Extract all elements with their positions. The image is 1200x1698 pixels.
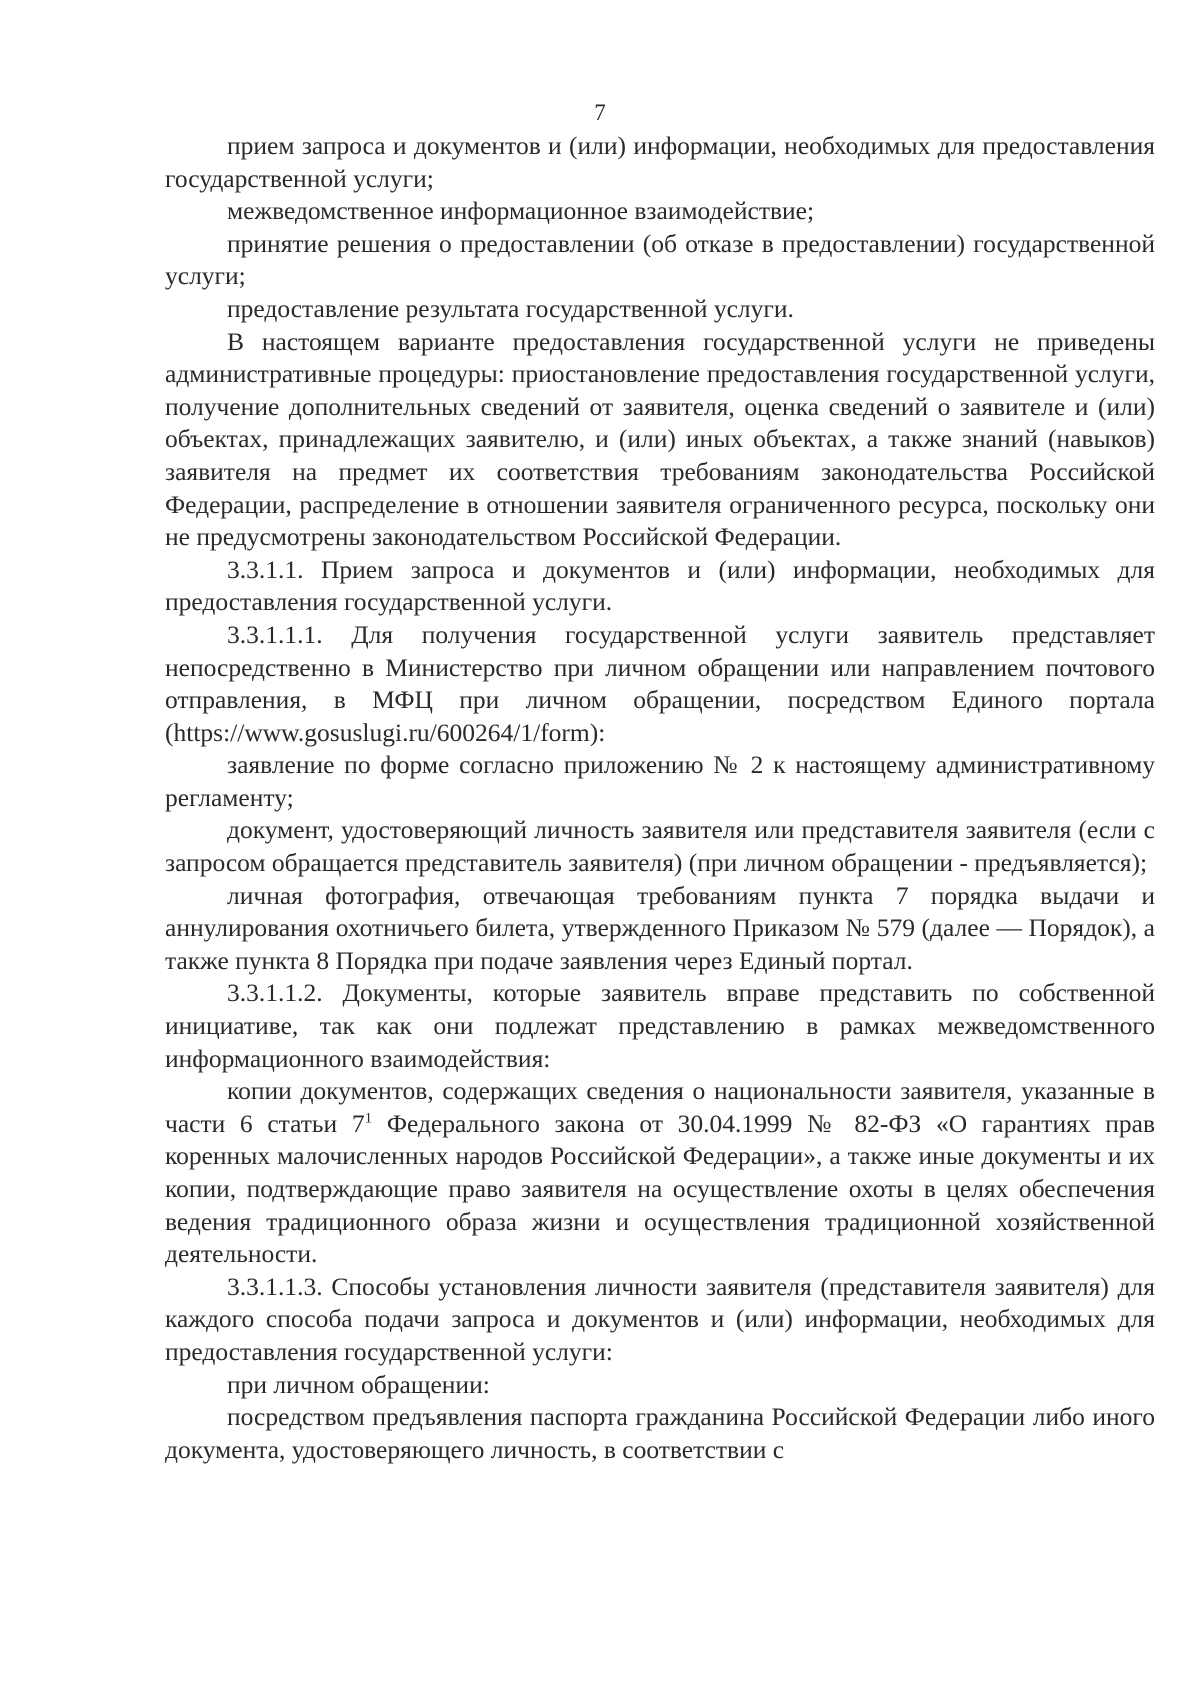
section-3-3-1-1-1: 3.3.1.1.1. Для получения государственной услуги заявитель представляет непосредственно в Министерство при личном обращении или направлением почтового отправления, в МФЦ при личном обращении, посредством Единого портала (https://www.gosuslugi.ru/600264/1/form): bbox=[165, 619, 1155, 747]
paragraph-list-item: предоставление результата государственной услуги. bbox=[227, 293, 794, 323]
paragraph-list-item: документ, удостоверяющий личность заявителя или представителя заявителя (если с запросом обращается представитель заявителя) (при личном обращении - предъявляется); bbox=[165, 815, 1155, 878]
paragraph-text-before: копии документов, содержащих сведения о национальности заявителя, указанные в части 6 статьи 7 bbox=[165, 1076, 1155, 1138]
paragraph-list-item: заявление по форме согласно приложению № 2 к настоящему административному регламенту; bbox=[165, 750, 1155, 812]
section-3-3-1-1-2: 3.3.1.1.2. Документы, которые заявитель вправе представить по собственной инициативе, так как они подлежат представлению в рамках межведомственного информационного взаимодействия: bbox=[165, 978, 1155, 1073]
paragraph: посредством предъявления паспорта гражданина Российской Федерации либо иного документа, удостоверяющего личность, в соответствии с bbox=[165, 1402, 1155, 1464]
paragraph-list-item: прием запроса и документов и (или) информации, необходимых для предоставления государственной услуги; bbox=[165, 131, 1155, 193]
section-3-3-1-1-3: 3.3.1.1.3. Способы установления личности заявителя (представителя заявителя) для каждого способа подачи запроса и документов и (или) информации, необходимых для предоставления государственной услуги: bbox=[165, 1271, 1155, 1366]
paragraph-text-after: Федерального закона от 30.04.1999 № 82-ФЗ «О гарантиях прав коренных малочисленных народов Российской Федерации», а также иные документы и их копии, подтверждающие право заявителя на осуществление охоты в целях обеспечения ведения традиционного образа жизни и осуществления традиционной хозяйственной деятельности. bbox=[165, 1108, 1156, 1269]
page-number: 7 bbox=[594, 100, 606, 125]
paragraph-list-item: личная фотография, отвечающая требованиям пункта 7 порядка выдачи и аннулирования охотничьего билета, утвержденного Приказом № 579 (далее — Порядок), а также пункта 8 Порядка при подаче заявления через Единый портал. bbox=[165, 880, 1155, 975]
section-3-3-1-1: 3.3.1.1. Прием запроса и документов и (или) информации, необходимых для предоставления государственной услуги. bbox=[165, 554, 1155, 617]
paragraph: В настоящем варианте предоставления государственной услуги не приведены административные процедуры: приостановление предоставления государственной услуги, получение дополнительных сведений от заявителя, оценка сведений о заявителе и (или) объектах, принадлежащих заявителю, и (или) иных объектах, а также знаний (навыков) заявителя на предмет их соответствия требованиям законодательства Российской Федерации, распределение в отношении заявителя ограниченного ресурса, поскольку они не предусмотрены законодательством Российской Федерации. bbox=[165, 326, 1155, 552]
superscript: 1 bbox=[364, 1110, 373, 1127]
document-body bbox=[165, 130, 1155, 1466]
paragraph-list-item: при личном обращении: bbox=[227, 1369, 490, 1399]
paragraph-list-item: принятие решения о предоставлении (об отказе в предоставлении) государственной услуги; bbox=[165, 228, 1155, 291]
paragraph-with-superscript bbox=[165, 1075, 1155, 1271]
paragraph-list-item: межведомственное информационное взаимодействие; bbox=[227, 196, 815, 226]
